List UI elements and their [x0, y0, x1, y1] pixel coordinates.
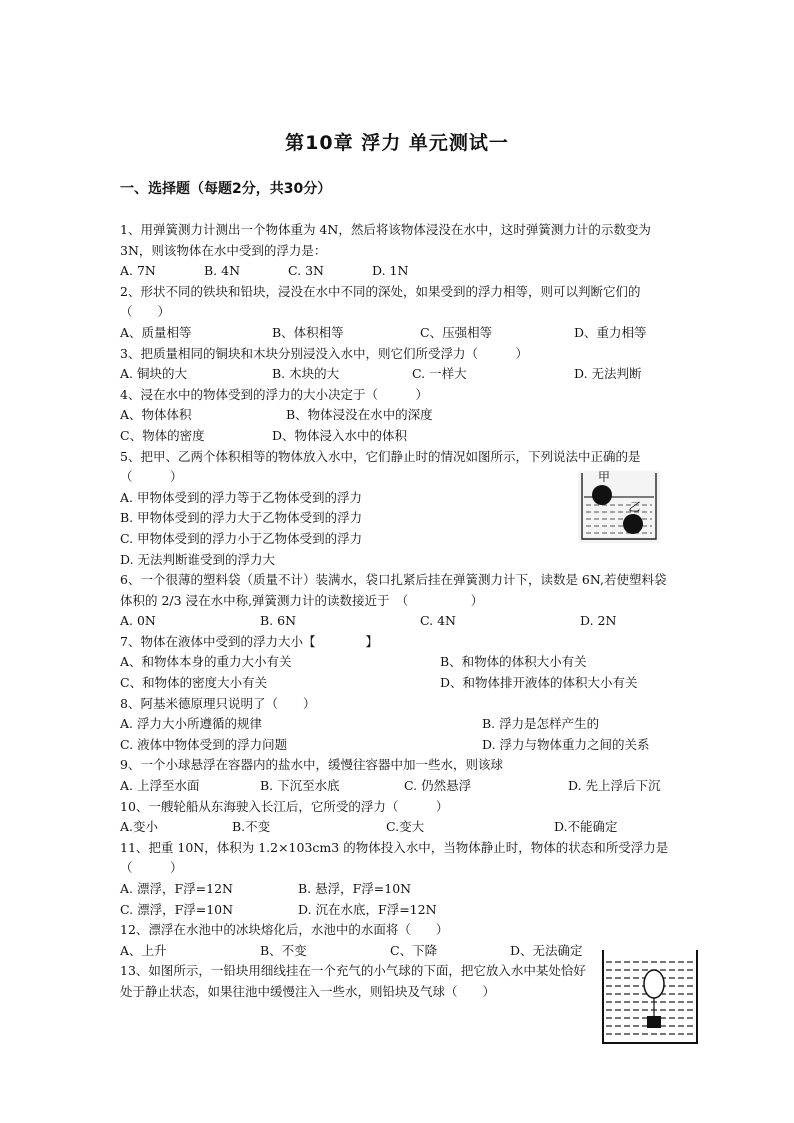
q2-option-c: C、压强相等: [420, 324, 493, 340]
q6-option-a: A. 0N: [120, 613, 156, 629]
q10-stem: 10、一艘轮船从东海驶入长江后，它所受的浮力（ ）: [120, 798, 449, 814]
q3-stem: 3、把质量相同的铜块和木块分别浸没入水中，则它们所受浮力（ ）: [120, 345, 528, 361]
q1-option-c: C. 3N: [288, 263, 324, 279]
q9-stem: 9、一个小球悬浮在容器内的盐水中，缓慢往容器中加一些水，则该球: [120, 757, 503, 773]
section-heading: 一、选择题（每题2分，共30分）: [120, 181, 332, 197]
q1-options: [120, 261, 676, 282]
q8-options-row2: [120, 735, 676, 756]
object-yi: [623, 514, 643, 534]
q11-options-row2: [120, 900, 676, 921]
q8-option-a: A. 浮力大小所遵循的规律: [120, 716, 262, 732]
lead-block: [647, 1016, 661, 1028]
q4-option-a: A、物体体积: [120, 407, 192, 423]
q9-option-b: B. 下沉至水底: [260, 778, 340, 794]
q9-option-c: C. 仍然悬浮: [404, 778, 472, 794]
q6-option-c: C. 4N: [420, 613, 456, 629]
q9-option-a: A. 上浮至水面: [120, 778, 200, 794]
q7-option-a: A、和物体本身的重力大小有关: [120, 654, 292, 670]
q12-options: [120, 941, 676, 962]
q10-option-d: D.不能确定: [554, 819, 618, 835]
q12-option-d: D、无法确定: [510, 942, 583, 958]
q1-option-b: B. 4N: [204, 263, 241, 279]
q11-option-a: A. 漂浮，F浮=12N: [120, 881, 233, 896]
q8-options-row1: [120, 714, 676, 735]
q1-stem: 1、用弹簧测力计测出一个物体重为 4N，然后将该物体浸没在水中，这时弹簧测力计的示数变为 3N，则该物体在水中受到的浮力是：: [120, 222, 651, 258]
q2-option-b: B、体积相等: [272, 324, 344, 340]
q5-stem: 5、把甲、乙两个体积相等的物体放入水中，它们静止时的情况如图所示，下列说法中正确的是（ ）: [120, 448, 641, 485]
q3-option-c: C. 一样大: [412, 366, 467, 382]
q6-stem: 6、一个很薄的塑料袋（质量不计）装满水，袋口扎紧后挂在弹簧测力计下，读数是 6N,若使塑料袋体积的 2/3 浸在水中称,弹簧测力计的读数接近于 （ ）: [120, 572, 667, 608]
q3-option-b: B. 木块的大: [272, 366, 340, 382]
q4-stem: 4、浸在水中的物体受到的浮力的大小决定于（ ）: [120, 386, 428, 402]
q8-stem: 8、阿基米德原理只说明了（ ）: [120, 695, 316, 711]
q11-stem: 11、把重 10N，体积为 1.2×103cm3 的物体投入水中，当物体静止时，物体的状态和所受浮力是（ ）: [120, 839, 669, 876]
q11-options-row1: [120, 879, 676, 900]
q3-option-a: A. 铜块的大: [120, 366, 187, 382]
q8-option-b: B. 浮力是怎样产生的: [482, 716, 600, 732]
q4-options-row1: [120, 405, 676, 426]
q8-option-c: C. 液体中物体受到的浮力问题: [120, 736, 288, 752]
q11-option-d: D. 沉在水底，F浮=12N: [298, 901, 437, 917]
q12-stem: 12、漂浮在水池中的冰块熔化后，水池中的水面将（ ）: [120, 922, 449, 938]
q4-option-d: D、物体浸入水中的体积: [272, 427, 408, 443]
object-jia: [592, 485, 612, 505]
q5-beaker-figure: [578, 471, 660, 543]
label-yi: 乙: [628, 500, 641, 514]
q10-options: [120, 817, 676, 838]
q11-option-c: C. 漂浮，F浮=10N: [120, 901, 234, 917]
q6-option-d: D. 2N: [580, 613, 617, 629]
q4-option-c: C、物体的密度: [120, 427, 205, 443]
q7-option-b: B、和物体的体积大小有关: [440, 654, 587, 670]
q6-options: [120, 611, 676, 632]
q2-option-a: A、质量相等: [120, 324, 192, 340]
question-list: [120, 220, 676, 1003]
q7-options-row1: [120, 652, 676, 673]
balloon: [644, 970, 664, 998]
q5-option-a: A. 甲物体受到的浮力等于乙物体受到的浮力: [120, 489, 362, 505]
q3-option-d: D. 无法判断: [574, 366, 642, 382]
q12-option-a: A、上升: [120, 942, 167, 958]
q1-option-a: A. 7N: [120, 263, 156, 279]
q2-stem: 2、形状不同的铁块和铅块，浸没在水中不同的深处，如果受到的浮力相等，则可以判断它们的（ ）: [120, 283, 641, 320]
q7-stem: 7、物体在液体中受到的浮力大小【 】: [120, 633, 378, 649]
q9-options: [120, 776, 676, 797]
q8-option-d: D. 浮力与物体重力之间的关系: [482, 736, 650, 752]
q12-option-b: B、不变: [260, 942, 307, 958]
q5-option-c: C. 甲物体受到的浮力小于乙物体受到的浮力: [120, 530, 363, 546]
page-title: 第10章 浮力 单元测试一: [285, 132, 509, 154]
q10-option-b: B.不变: [232, 819, 271, 835]
q4-options-row2: [120, 426, 676, 447]
q10-option-a: A.变小: [120, 819, 159, 835]
q4-option-b: B、物体浸没在水中的深度: [286, 407, 433, 423]
q7-option-c: C、和物体的密度大小有关: [120, 675, 268, 691]
q9-option-d: D. 先上浮后下沉: [568, 778, 661, 794]
figure-background: [578, 471, 660, 543]
q1-option-d: D. 1N: [372, 263, 409, 279]
q5-option-d: D. 无法判断谁受到的浮力大: [120, 551, 276, 567]
q7-options-row2: [120, 673, 676, 694]
q13-stem: 13、如图所示，一铅块用细线挂在一个充气的小气球的下面，把它放入水中某处恰好处于静止状态，如果往池中缓慢注入一些水，则铅块及气球（ ）: [120, 963, 586, 999]
q3-options: [120, 364, 676, 385]
q2-options: [120, 323, 676, 344]
label-jia: 甲: [598, 471, 611, 484]
q2-option-d: D、重力相等: [574, 324, 647, 340]
q6-option-b: B. 6N: [260, 613, 297, 629]
q11-option-b: B. 悬浮，F浮=10N: [298, 881, 412, 896]
q5-option-b: B. 甲物体受到的浮力大于乙物体受到的浮力: [120, 510, 363, 526]
q13-balloon-figure: [600, 948, 700, 1046]
q12-option-c: C、下降: [390, 942, 438, 958]
q10-option-c: C.变大: [386, 819, 425, 835]
q7-option-d: D、和物体排开液体的体积大小有关: [440, 675, 638, 691]
